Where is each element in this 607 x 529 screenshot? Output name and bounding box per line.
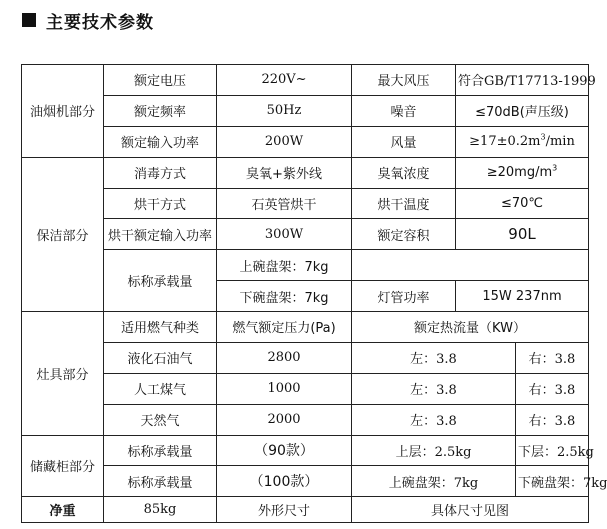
value-ozone-concentration xyxy=(456,157,589,188)
table-row xyxy=(22,373,589,404)
label-storage-load: 标称承载量 xyxy=(104,466,217,497)
gas-pressure: 2800 xyxy=(217,342,352,373)
value-noise: ≤70dB(声压级) xyxy=(456,95,589,126)
table-row xyxy=(22,95,589,126)
section-label-storage: 储藏柜部分 xyxy=(22,435,104,497)
header-gas-type: 适用燃气种类 xyxy=(104,312,217,343)
table-row xyxy=(22,404,589,435)
gas-pressure: 2000 xyxy=(217,404,352,435)
value-rated-capacity: 90L xyxy=(456,219,589,250)
table-row xyxy=(22,435,589,466)
label-nominal-load: 标称承载量 xyxy=(104,250,217,312)
storage-value-a: 上碗盘架：7kg xyxy=(352,466,516,497)
label-dimensions: 外形尺寸 xyxy=(217,497,352,523)
storage-model: （100款） xyxy=(217,466,352,497)
value-drying-temperature: ≤70℃ xyxy=(456,188,589,219)
airflow-sup: 3 xyxy=(540,132,546,142)
ozone-prefix: ≥20mg/m xyxy=(486,165,553,181)
table-row xyxy=(22,65,589,96)
label-drying-input-power: 烘干额定输入功率 xyxy=(104,219,217,250)
value-net-weight: 85kg xyxy=(104,497,217,523)
gas-pressure: 1000 xyxy=(217,373,352,404)
airflow-prefix: ≥17±0.2m xyxy=(469,134,541,150)
value-rated-frequency: 50Hz xyxy=(217,95,352,126)
label-lamp-power: 灯管功率 xyxy=(352,281,456,312)
section-label-stove: 灶具部分 xyxy=(22,312,104,436)
value-rated-voltage: 220V~ xyxy=(217,65,352,96)
label-ozone-concentration: 臭氧浓度 xyxy=(352,157,456,188)
heat-flow-left: 左：3.8 xyxy=(352,404,516,435)
airflow-suffix: /min xyxy=(545,134,575,150)
spec-table xyxy=(21,64,607,523)
storage-model: （90款） xyxy=(217,435,352,466)
page-title: 主要技术参数 xyxy=(46,12,154,33)
table-row xyxy=(22,188,589,219)
label-rated-capacity: 额定容积 xyxy=(352,219,456,250)
label-airflow: 风量 xyxy=(352,126,456,157)
title-row xyxy=(22,8,154,32)
value-upper-rack: 上碗盘架：7kg xyxy=(217,250,352,281)
label-storage-load: 标称承载量 xyxy=(104,435,217,466)
heat-flow-left: 左：3.8 xyxy=(352,373,516,404)
ozone-sup: 3 xyxy=(552,163,558,173)
table-row xyxy=(22,219,589,250)
table-row xyxy=(22,466,589,497)
section-label-hood: 油烟机部分 xyxy=(22,65,104,158)
table-row xyxy=(22,312,589,343)
header-heat-flow: 额定热流量（KW） xyxy=(352,312,589,343)
table-row xyxy=(22,250,589,281)
title-square-icon xyxy=(22,13,36,27)
value-drying-method: 石英管烘干 xyxy=(217,188,352,219)
gas-name: 天然气 xyxy=(104,404,217,435)
label-rated-input-power: 额定输入功率 xyxy=(104,126,217,157)
label-max-pressure: 最大风压 xyxy=(352,65,456,96)
table-row xyxy=(22,126,589,157)
label-drying-method: 烘干方式 xyxy=(104,188,217,219)
label-noise: 噪音 xyxy=(352,95,456,126)
heat-flow-right: 右：3.8 xyxy=(516,342,589,373)
value-dimensions: 具体尺寸见图 xyxy=(352,497,589,523)
storage-value-a: 上层：2.5kg xyxy=(352,435,516,466)
label-disinfection-method: 消毒方式 xyxy=(104,157,217,188)
heat-flow-left: 左：3.8 xyxy=(352,342,516,373)
label-drying-temperature: 烘干温度 xyxy=(352,188,456,219)
table-row xyxy=(22,497,589,523)
value-lower-rack: 下碗盘架：7kg xyxy=(217,281,352,312)
empty-cell xyxy=(352,250,589,281)
storage-value-b: 下碗盘架：7kg xyxy=(516,466,589,497)
value-rated-input-power: 200W xyxy=(217,126,352,157)
label-net-weight: 净重 xyxy=(22,497,104,523)
storage-value-b: 下层：2.5kg xyxy=(516,435,589,466)
label-rated-frequency: 额定频率 xyxy=(104,95,217,126)
heat-flow-right: 右：3.8 xyxy=(516,373,589,404)
value-lamp-power: 15W 237nm xyxy=(456,281,589,312)
gas-name: 人工煤气 xyxy=(104,373,217,404)
heat-flow-right: 右：3.8 xyxy=(516,404,589,435)
table-row xyxy=(22,342,589,373)
gas-name: 液化石油气 xyxy=(104,342,217,373)
section-label-cleaning: 保洁部分 xyxy=(22,157,104,311)
table-row xyxy=(22,157,589,188)
header-pressure: 燃气额定压力(Pa) xyxy=(217,312,352,343)
value-drying-input-power: 300W xyxy=(217,219,352,250)
label-rated-voltage: 额定电压 xyxy=(104,65,217,96)
value-disinfection-method: 臭氧+紫外线 xyxy=(217,157,352,188)
value-airflow xyxy=(456,126,589,157)
value-max-pressure: 符合GB/T17713-1999 xyxy=(456,65,589,96)
